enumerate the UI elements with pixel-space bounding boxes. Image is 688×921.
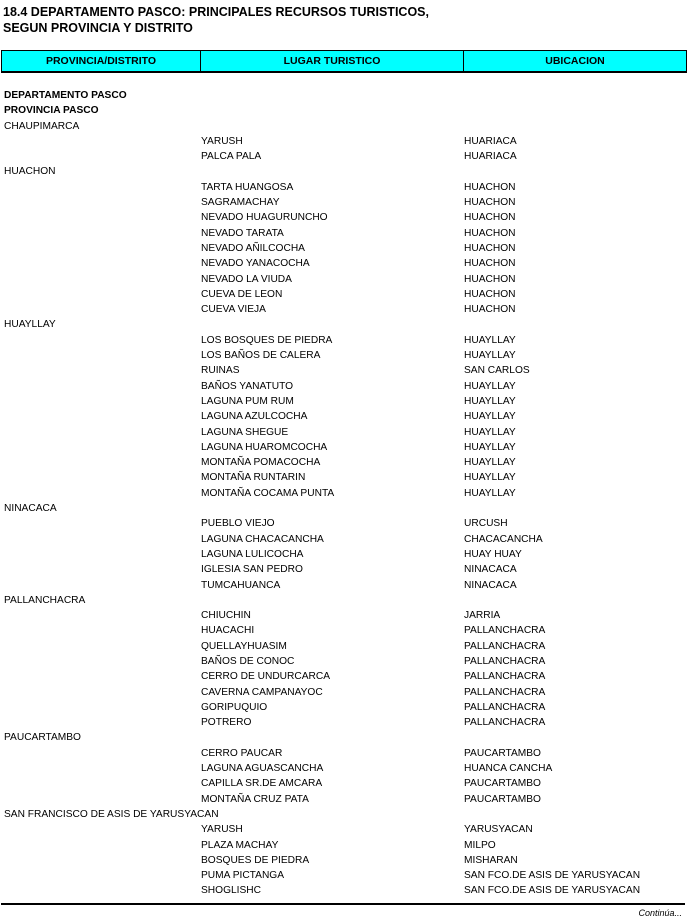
cell-ubicacion: HUAYLLAY xyxy=(464,472,516,484)
table-row xyxy=(0,516,688,531)
table-row xyxy=(0,685,688,700)
cell-lugar-turistico: BAÑOS DE CONOC xyxy=(201,655,295,667)
cell-provincia-distrito: PALLANCHACRA xyxy=(4,594,86,606)
table-row xyxy=(0,562,688,577)
cell-lugar-turistico: POTRERO xyxy=(201,717,252,729)
cell-provincia-distrito: DEPARTAMENTO PASCO xyxy=(4,90,127,101)
cell-ubicacion: SAN CARLOS xyxy=(464,365,530,377)
table-row xyxy=(0,792,688,807)
table-row xyxy=(0,853,688,868)
cell-lugar-turistico: CUEVA DE LEON xyxy=(201,288,283,300)
cell-ubicacion: HUACHON xyxy=(464,273,516,285)
cell-lugar-turistico: LAGUNA HUAROMCOCHA xyxy=(201,441,328,453)
cell-lugar-turistico: BAÑOS YANATUTO xyxy=(201,380,294,392)
table-row xyxy=(0,149,688,164)
cell-lugar-turistico: YARUSH xyxy=(201,824,243,836)
cell-lugar-turistico: MONTAÑA RUNTARIN xyxy=(201,472,306,484)
table-row xyxy=(0,761,688,776)
table-row xyxy=(0,455,688,470)
table-header xyxy=(1,50,687,73)
cell-lugar-turistico: MONTAÑA POMACOCHA xyxy=(201,457,321,469)
cell-ubicacion: HUACHON xyxy=(464,288,516,300)
table-row xyxy=(0,409,688,424)
cell-lugar-turistico: GORIPUQUIO xyxy=(201,701,268,713)
cell-lugar-turistico: YARUSH xyxy=(201,135,243,147)
table-row xyxy=(0,256,688,271)
cell-lugar-turistico: MONTAÑA CRUZ PATA xyxy=(201,793,309,805)
cell-ubicacion: YARUSYACAN xyxy=(464,824,533,836)
cell-lugar-turistico: CAVERNA CAMPANAYOC xyxy=(201,686,323,698)
cell-lugar-turistico: MONTAÑA COCAMA PUNTA xyxy=(201,487,335,499)
cell-ubicacion: CHACACANCHA xyxy=(464,533,543,545)
table-row xyxy=(0,623,688,638)
cell-provincia-distrito: HUACHON xyxy=(4,166,56,178)
table-row xyxy=(0,226,688,241)
cell-lugar-turistico: NEVADO AÑILCOCHA xyxy=(201,242,305,254)
table-row xyxy=(0,807,688,822)
cell-lugar-turistico: LOS BAÑOS DE CALERA xyxy=(201,350,321,362)
cell-ubicacion: MILPO xyxy=(464,839,496,851)
table-row xyxy=(0,501,688,516)
cell-lugar-turistico: LAGUNA CHACACANCHA xyxy=(201,533,324,545)
cell-ubicacion: HUARIACA xyxy=(464,135,517,147)
table-row xyxy=(0,287,688,302)
cell-ubicacion: JARRIA xyxy=(464,610,501,622)
cell-lugar-turistico: NEVADO YANACOCHA xyxy=(201,258,310,270)
cell-ubicacion: HUACHON xyxy=(464,242,516,254)
table-row xyxy=(0,317,688,332)
cell-lugar-turistico: HUACACHI xyxy=(201,625,255,637)
cell-lugar-turistico: BOSQUES DE PIEDRA xyxy=(201,854,310,866)
cell-ubicacion: PALLANCHACRA xyxy=(464,671,546,683)
cell-ubicacion: HUACHON xyxy=(464,258,516,270)
cell-ubicacion: PALLANCHACRA xyxy=(464,686,546,698)
cell-ubicacion: PAUCARTAMBO xyxy=(464,793,541,805)
cell-provincia-distrito: CHAUPIMARCA xyxy=(4,120,80,132)
cell-ubicacion: HUAYLLAY xyxy=(464,334,516,346)
table-row xyxy=(0,164,688,179)
table-row xyxy=(0,348,688,363)
cell-ubicacion: SAN FCO.DE ASIS DE YARUSYACAN xyxy=(464,870,641,882)
cell-ubicacion: HUAYLLAY xyxy=(464,441,516,453)
cell-ubicacion: HUAY HUAY xyxy=(464,548,522,560)
table-row xyxy=(0,883,688,898)
table-row xyxy=(0,272,688,287)
cell-lugar-turistico: RUINAS xyxy=(201,365,240,377)
table-row xyxy=(0,363,688,378)
cell-ubicacion: HUAYLLAY xyxy=(464,411,516,423)
cell-provincia-distrito: HUAYLLAY xyxy=(4,319,56,331)
cell-ubicacion: HUARIACA xyxy=(464,151,517,163)
table-row xyxy=(0,700,688,715)
table-row xyxy=(0,822,688,837)
cell-lugar-turistico: LOS BOSQUES DE PIEDRA xyxy=(201,334,333,346)
table-row xyxy=(0,669,688,684)
cell-lugar-turistico: PALCA PALA xyxy=(201,151,262,163)
cell-lugar-turistico: CUEVA VIEJA xyxy=(201,304,266,316)
cell-ubicacion: HUAYLLAY xyxy=(464,350,516,362)
table-row xyxy=(0,654,688,669)
table-row xyxy=(0,425,688,440)
cell-ubicacion: PAUCARTAMBO xyxy=(464,747,541,759)
table-row xyxy=(0,302,688,317)
cell-lugar-turistico: SAGRAMACHAY xyxy=(201,197,280,209)
cell-provincia-distrito: PROVINCIA PASCO xyxy=(4,105,99,117)
cell-provincia-distrito: PAUCARTAMBO xyxy=(4,732,81,744)
page-title xyxy=(3,4,429,36)
cell-ubicacion: PALLANCHACRA xyxy=(464,625,546,637)
cell-ubicacion: HUACHON xyxy=(464,181,516,193)
cell-lugar-turistico: NEVADO HUAGURUNCHO xyxy=(201,212,328,224)
table-row xyxy=(0,119,688,134)
cell-ubicacion: HUAYLLAY xyxy=(464,380,516,392)
cell-lugar-turistico: LAGUNA AZULCOCHA xyxy=(201,411,308,423)
cell-lugar-turistico: CERRO PAUCAR xyxy=(201,747,283,759)
table-row xyxy=(0,608,688,623)
header-ubicacion: UBICACION xyxy=(545,55,605,67)
cell-lugar-turistico: LAGUNA SHEGUE xyxy=(201,426,289,438)
cell-ubicacion: HUAYLLAY xyxy=(464,457,516,469)
table-row xyxy=(0,210,688,225)
table-row xyxy=(0,486,688,501)
cell-lugar-turistico: LAGUNA PUM RUM xyxy=(201,395,294,407)
cell-ubicacion: PAUCARTAMBO xyxy=(464,778,541,790)
cell-ubicacion: PALLANCHACRA xyxy=(464,640,546,652)
cell-provincia-distrito: NINACACA xyxy=(4,503,57,515)
cell-ubicacion: URCUSH xyxy=(464,518,508,530)
cell-lugar-turistico: QUELLAYHUASIM xyxy=(201,640,287,652)
cell-ubicacion: MISHARAN xyxy=(464,854,518,866)
title-line-1: 18.4 DEPARTAMENTO PASCO: PRINCIPALES RECURSOS TURISTICOS, xyxy=(3,5,429,19)
cell-ubicacion: NINACACA xyxy=(464,579,517,591)
cell-ubicacion: PALLANCHACRA xyxy=(464,655,546,667)
table-row xyxy=(0,838,688,853)
table-row xyxy=(0,715,688,730)
table-row xyxy=(0,547,688,562)
cell-ubicacion: HUAYLLAY xyxy=(464,395,516,407)
cell-ubicacion: HUAYLLAY xyxy=(464,487,516,499)
cell-provincia-distrito: SAN FRANCISCO DE ASIS DE YARUSYACAN xyxy=(4,808,219,820)
table-row xyxy=(0,593,688,608)
header-lugar-turistico: LUGAR TURISTICO xyxy=(201,51,464,71)
table-row xyxy=(0,639,688,654)
cell-lugar-turistico: PLAZA MACHAY xyxy=(201,839,279,851)
continued-note: Continúa... xyxy=(638,908,682,918)
cell-lugar-turistico: LAGUNA AGUASCANCHA xyxy=(201,763,324,775)
cell-lugar-turistico: SHOGLISHC xyxy=(201,885,262,897)
table-row xyxy=(0,868,688,883)
title-line-2: SEGUN PROVINCIA Y DISTRITO xyxy=(3,21,193,35)
table-row xyxy=(0,180,688,195)
table-row xyxy=(0,241,688,256)
cell-lugar-turistico: PUEBLO VIEJO xyxy=(201,518,275,530)
cell-lugar-turistico: NEVADO LA VIUDA xyxy=(201,273,292,285)
table-row xyxy=(0,746,688,761)
cell-lugar-turistico: PUMA PICTANGA xyxy=(201,870,285,882)
cell-lugar-turistico: CERRO DE UNDURCARCA xyxy=(201,671,331,683)
table-row xyxy=(0,730,688,745)
cell-lugar-turistico: CHIUCHIN xyxy=(201,610,251,622)
table-row xyxy=(0,776,688,791)
cell-lugar-turistico: CAPILLA SR.DE AMCARA xyxy=(201,778,323,790)
table-row xyxy=(0,440,688,455)
table-row xyxy=(0,470,688,485)
table-body xyxy=(0,88,688,899)
table-row xyxy=(0,88,688,103)
cell-lugar-turistico: TUMCAHUANCA xyxy=(201,579,281,591)
cell-ubicacion: HUANCA CANCHA xyxy=(464,763,553,775)
cell-lugar-turistico: TARTA HUANGOSA xyxy=(201,181,294,193)
cell-lugar-turistico: NEVADO TARATA xyxy=(201,227,284,239)
table-row xyxy=(0,578,688,593)
cell-ubicacion: HUACHON xyxy=(464,304,516,316)
cell-lugar-turistico: LAGUNA LULICOCHA xyxy=(201,548,304,560)
table-row xyxy=(0,103,688,118)
cell-ubicacion: HUACHON xyxy=(464,227,516,239)
cell-lugar-turistico: IGLESIA SAN PEDRO xyxy=(201,564,303,576)
table-row xyxy=(0,134,688,149)
cell-ubicacion: HUAYLLAY xyxy=(464,426,516,438)
table-row xyxy=(0,394,688,409)
table-row xyxy=(0,195,688,210)
cell-ubicacion: PALLANCHACRA xyxy=(464,717,546,729)
table-row xyxy=(0,379,688,394)
cell-ubicacion: NINACACA xyxy=(464,564,517,576)
table-row xyxy=(0,532,688,547)
table-row xyxy=(0,333,688,348)
cell-ubicacion: PALLANCHACRA xyxy=(464,701,546,713)
cell-ubicacion: HUACHON xyxy=(464,212,516,224)
cell-ubicacion: SAN FCO.DE ASIS DE YARUSYACAN xyxy=(464,885,641,897)
header-provincia-distrito: PROVINCIA/DISTRITO xyxy=(2,51,201,71)
cell-ubicacion: HUACHON xyxy=(464,197,516,209)
table-bottom-rule xyxy=(1,903,685,905)
